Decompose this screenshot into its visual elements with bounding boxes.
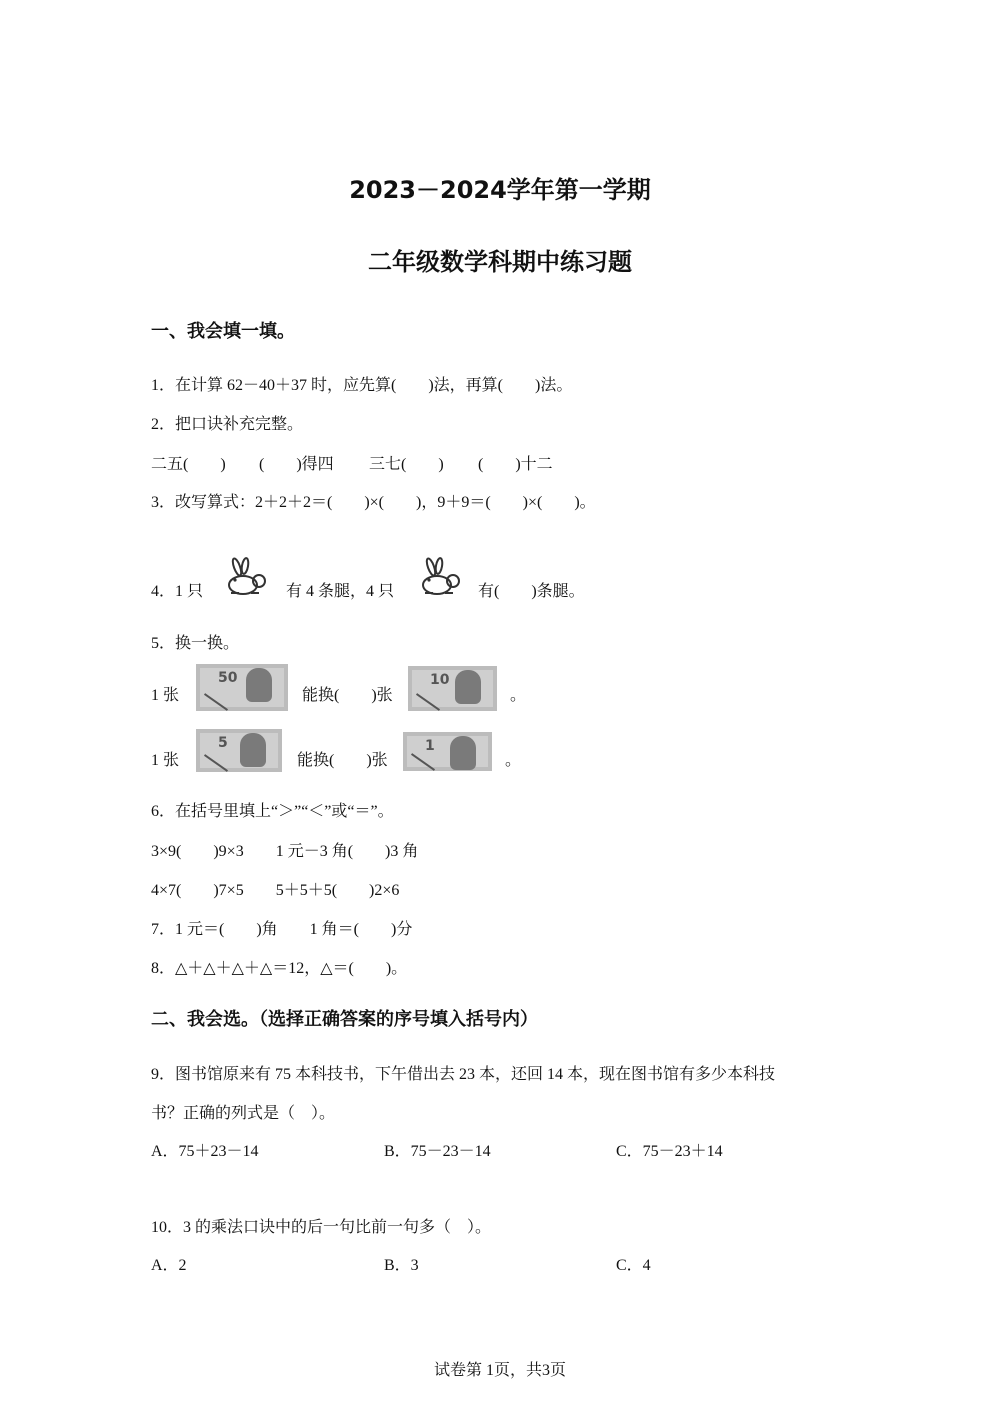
page-footer: 试卷第 1页，共3页 xyxy=(433,1362,566,1379)
q5-row1-end: 。 xyxy=(510,687,527,704)
banknote-portrait xyxy=(246,668,272,702)
question-3: 3．改写算式：2＋2＋2＝( )×( )，9＋9＝( )×( )。 xyxy=(151,494,596,511)
rabbit-icon xyxy=(419,557,465,597)
banknote-denomination: 1 xyxy=(425,738,435,754)
banknote-50-image xyxy=(196,664,288,711)
exam-subtitle: 二年级数学科期中练习题 xyxy=(368,248,632,276)
q6-row-1: 3×9( )9×3 1 元－3 角( )3 角 xyxy=(151,843,419,860)
question-10: 10．3 的乘法口诀中的后一句比前一句多（ ）。 xyxy=(151,1219,492,1236)
q10-option-a: A．2 xyxy=(151,1257,187,1274)
question-2: 2．把口诀补充完整。 xyxy=(151,416,304,433)
banknote-denomination: 50 xyxy=(218,670,238,686)
q4-part-a: 4．1 只 xyxy=(151,583,204,600)
section-heading-fill: 一、我会填一填。 xyxy=(151,321,295,342)
banknote-5-image xyxy=(196,729,282,772)
q10-option-c: C．4 xyxy=(616,1257,651,1274)
q6-row-2: 4×7( )7×5 5＋5＋5( )2×6 xyxy=(151,882,400,899)
q5-row2-end: 。 xyxy=(505,752,522,769)
banknote-1-image xyxy=(403,732,492,771)
q5-row1-exchange: 能换( )张 xyxy=(302,687,393,704)
q2-item-4: ( )十二 xyxy=(478,456,553,473)
q5-row2-exchange: 能换( )张 xyxy=(297,752,388,769)
rabbit-icon xyxy=(225,557,271,597)
q2-item-1: 二五( ) xyxy=(151,456,226,473)
banknote-10-image xyxy=(408,666,497,711)
question-8: 8．△＋△＋△＋△＝12，△＝( )。 xyxy=(151,960,408,977)
banknote-denomination: 5 xyxy=(218,735,228,751)
exam-title: 2023－2024学年第一学期 xyxy=(349,176,651,204)
q4-part-b: 有 4 条腿，4 只 xyxy=(286,583,395,600)
banknote-portrait xyxy=(455,670,481,704)
question-7: 7．1 元＝( )角 1 角＝( )分 xyxy=(151,921,413,938)
q5-row2-label: 1 张 xyxy=(151,752,180,769)
q4-part-c: 有( )条腿。 xyxy=(478,583,585,600)
q9-option-c: C．75－23＋14 xyxy=(616,1143,723,1160)
question-1: 1．在计算 62－40＋37 时，应先算( )法，再算( )法。 xyxy=(151,377,573,394)
banknote-portrait xyxy=(450,736,476,770)
q5-row1-label: 1 张 xyxy=(151,687,180,704)
question-6: 6．在括号里填上“＞”“＜”或“＝”。 xyxy=(151,803,394,820)
banknote-portrait xyxy=(240,733,266,767)
q10-option-b: B．3 xyxy=(384,1257,419,1274)
question-9-line-2: 书？正确的列式是（ ）。 xyxy=(151,1105,336,1122)
question-9-line-1: 9．图书馆原来有 75 本科技书，下午借出去 23 本，还回 14 本，现在图书馆有多少本科技 xyxy=(151,1066,776,1083)
q2-item-3: 三七( ) xyxy=(369,456,444,473)
q2-item-2: ( )得四 xyxy=(259,456,334,473)
section-heading-choose: 二、我会选。（选择正确答案的序号填入括号内） xyxy=(151,1009,538,1030)
q9-option-a: A．75＋23－14 xyxy=(151,1143,259,1160)
banknote-denomination: 10 xyxy=(430,672,450,688)
question-5: 5．换一换。 xyxy=(151,635,240,652)
q9-option-b: B．75－23－14 xyxy=(384,1143,491,1160)
